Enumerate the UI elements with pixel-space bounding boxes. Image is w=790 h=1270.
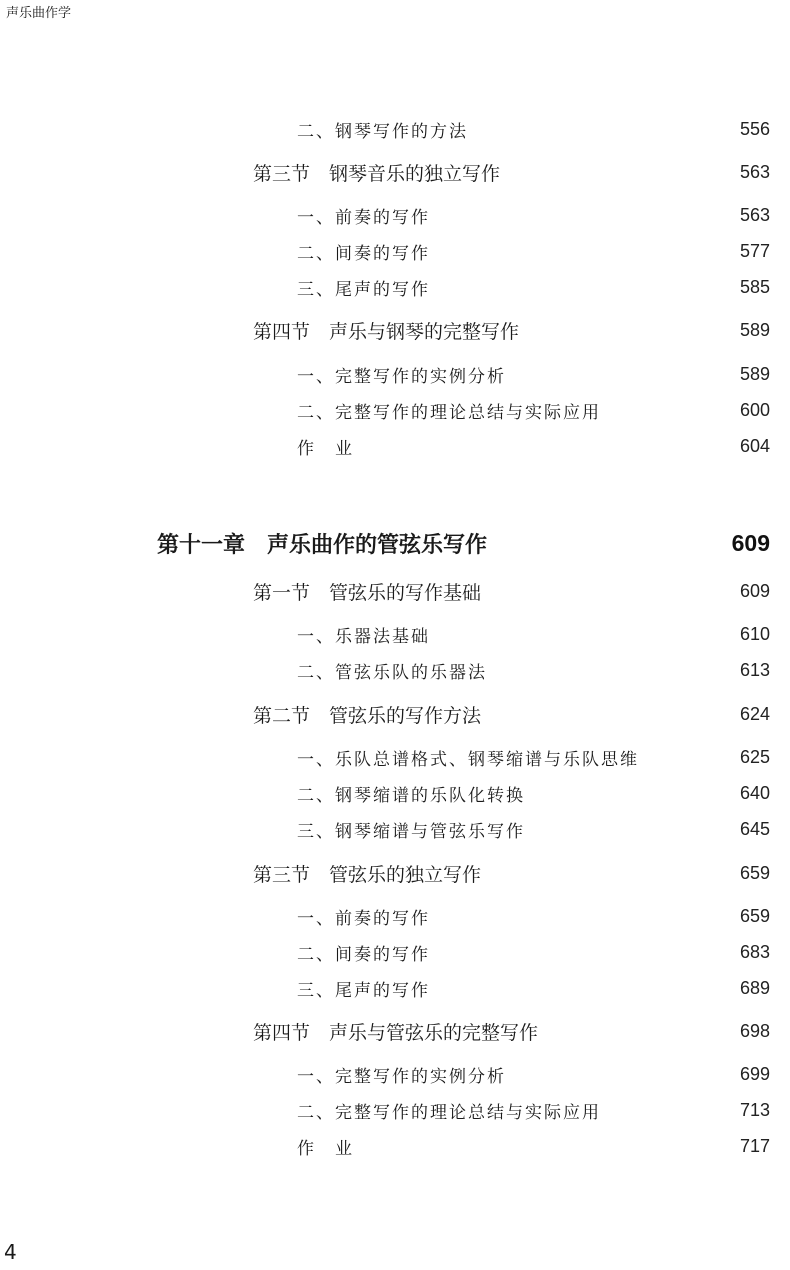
toc-entry: [297, 937, 770, 967]
toc-entry-page: 589: [739, 363, 770, 384]
toc-entry-page: 610: [739, 623, 770, 644]
toc-entry: [297, 1095, 770, 1125]
toc-entry-page: 563: [739, 161, 770, 182]
toc-chapter-title: 第十一章 声乐曲作的管弦乐写作: [157, 532, 488, 558]
toc-entry: [297, 742, 770, 772]
toc-entry: [297, 973, 770, 1003]
toc-entry-title: 作 业: [297, 1138, 354, 1159]
toc-entry: [297, 359, 770, 389]
toc-entry-title: 二、间奏的写作: [297, 944, 430, 965]
toc-entry: [297, 778, 770, 808]
toc-section-entry: [253, 315, 770, 345]
toc-entry-page: 698: [739, 1020, 770, 1041]
toc-entry-title: 二、完整写作的理论总结与实际应用: [297, 1102, 601, 1123]
toc-entry-page: 689: [739, 977, 770, 998]
toc-entry: [297, 236, 770, 266]
toc-entry-page: 609: [731, 529, 770, 556]
toc-entry-title: 作 业: [297, 438, 354, 459]
toc-entry-page: 589: [739, 319, 770, 340]
toc-entry-title: 二、间奏的写作: [297, 243, 430, 264]
toc-entry: [297, 431, 770, 461]
toc-entry: [297, 901, 770, 931]
toc-entry: [297, 272, 770, 302]
toc-entry-page: 585: [739, 276, 770, 297]
running-head: 声乐曲作学: [6, 6, 72, 21]
toc-entry-title: 一、乐队总谱格式、钢琴缩谱与乐队思维: [297, 749, 639, 770]
toc-entry-title: 一、完整写作的实例分析: [297, 366, 506, 387]
toc-entry-title: 第二节 管弦乐的写作方法: [253, 704, 482, 727]
toc-entry-title: 二、完整写作的理论总结与实际应用: [297, 402, 601, 423]
toc-entry-page: 625: [739, 746, 770, 767]
toc-entry: [297, 619, 770, 649]
toc-entry-page: 577: [739, 240, 770, 261]
toc-entry: [297, 395, 770, 425]
toc-section-entry: [253, 1016, 770, 1046]
toc-entry-page: 624: [739, 703, 770, 724]
toc-section-entry: [253, 157, 770, 187]
toc-entry-page: 659: [739, 905, 770, 926]
toc-entry: [297, 200, 770, 230]
toc-entry-title: 一、前奏的写作: [297, 207, 430, 228]
toc-entry-title: 三、尾声的写作: [297, 980, 430, 1001]
toc-entry-title: 二、钢琴写作的方法: [297, 121, 468, 142]
toc-entry: [297, 1059, 770, 1089]
toc-entry-page: 645: [739, 818, 770, 839]
toc-entry-title: 一、前奏的写作: [297, 908, 430, 929]
toc-entry-page: 556: [739, 118, 770, 139]
toc-entry-title: 第三节 钢琴音乐的独立写作: [253, 162, 501, 185]
toc-entry-title: 第一节 管弦乐的写作基础: [253, 581, 482, 604]
toc-entry-title: 三、钢琴缩谱与管弦乐写作: [297, 821, 525, 842]
toc-entry-title: 二、钢琴缩谱的乐队化转换: [297, 785, 525, 806]
toc-entry-page: 563: [739, 204, 770, 225]
toc-entry: [297, 1131, 770, 1161]
page-number: 4: [4, 1240, 17, 1264]
toc-entry-page: 604: [739, 435, 770, 456]
toc-entry: [297, 114, 770, 144]
toc-entry-page: 717: [739, 1135, 770, 1156]
toc-entry-page: 713: [739, 1099, 770, 1120]
toc-entry-page: 699: [739, 1063, 770, 1084]
toc-entry-title: 三、尾声的写作: [297, 279, 430, 300]
toc-entry-title: 第三节 管弦乐的独立写作: [253, 863, 482, 886]
toc-entry-page: 683: [739, 941, 770, 962]
toc-section-entry: [253, 699, 770, 729]
toc-entry-title: 一、完整写作的实例分析: [297, 1066, 506, 1087]
toc-entry-page: 600: [739, 399, 770, 420]
toc-entry-page: 659: [739, 862, 770, 883]
toc-entry-title: 第四节 声乐与钢琴的完整写作: [253, 320, 520, 343]
toc-section-entry: [253, 576, 770, 606]
toc-entry: [297, 814, 770, 844]
toc-section-entry: [253, 858, 770, 888]
toc-entry-title: 第四节 声乐与管弦乐的完整写作: [253, 1021, 539, 1044]
toc-entry-page: 613: [739, 659, 770, 680]
toc-entry: [297, 655, 770, 685]
toc-entry-title: 二、管弦乐队的乐器法: [297, 662, 487, 683]
toc-entry-page: 609: [739, 580, 770, 601]
toc-entry-title: 一、乐器法基础: [297, 626, 430, 647]
toc-chapter-entry: [157, 525, 770, 561]
toc-entry-page: 640: [739, 782, 770, 803]
